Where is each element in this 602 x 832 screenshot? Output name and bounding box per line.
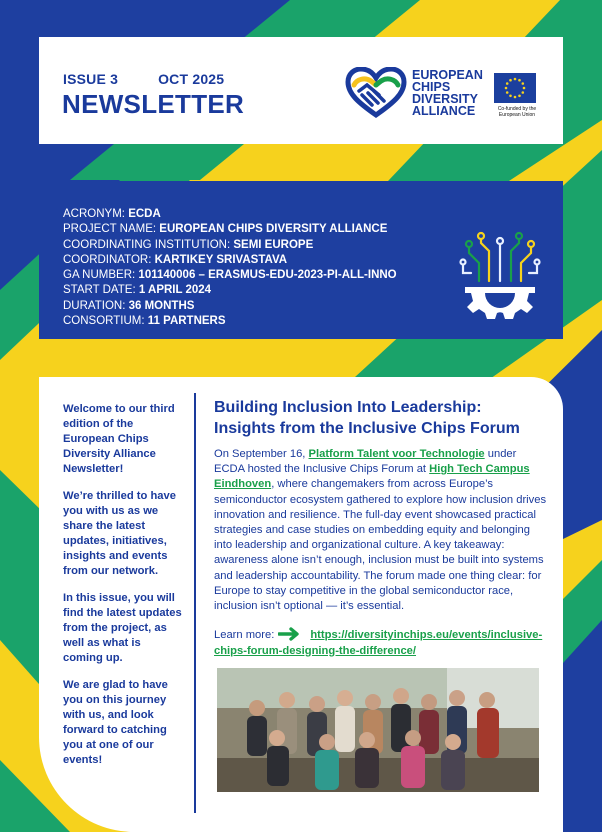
issue-number: ISSUE 3 bbox=[63, 71, 119, 87]
article-body: On September 16, Platform Talent voor Technologie under ECDA hosted the Inclusive Chips Forum at High Tech Campus Eindhoven, where changemakers from across Europe’s semiconductor ecosystem gathered to explore how inclusion drives innovation and resilience. The full-day event showcased practical strategies and case studies on embedding equity and belonging into leadership and organizational culture. A key takeaway: awareness alone isn’t enough, inclusion must be built into systems and leadership accountability. The forum made one thing clear: for Europe to stay competitive in the global semiconductor race, inclusion isn’t optional — it’s essential. bbox=[214, 448, 547, 613]
info-row-duration: DURATION: 36 MONTHS bbox=[63, 299, 195, 312]
alliance-name-line: EUROPEAN bbox=[412, 68, 483, 82]
column-divider bbox=[194, 393, 196, 813]
article-title: Building Inclusion Into Leadership: Insights from the Inclusive Chips Forum bbox=[214, 399, 520, 437]
alliance-name-line: CHIPS bbox=[412, 80, 451, 94]
info-row-institution: COORDINATING INSTITUTION: SEMI EUROPE bbox=[63, 238, 314, 251]
content-card bbox=[39, 377, 563, 832]
arrow-right-icon bbox=[278, 627, 304, 641]
alliance-name-line: DIVERSITY bbox=[412, 92, 478, 106]
info-row-start-date: START DATE: 1 APRIL 2024 bbox=[63, 284, 212, 297]
learn-more-label: Learn more: bbox=[214, 629, 275, 641]
alliance-name-line: ALLIANCE bbox=[412, 104, 476, 118]
issue-line bbox=[63, 71, 224, 87]
info-row-project-name: PROJECT NAME: EUROPEAN CHIPS DIVERSITY ALLIANCE bbox=[63, 223, 388, 236]
eu-cofunded-caption: Co-funded by the European Union bbox=[497, 106, 537, 118]
project-info-panel bbox=[39, 181, 563, 339]
header-card bbox=[39, 37, 563, 144]
event-group-photo bbox=[217, 668, 539, 792]
info-row-consortium: CONSORTIUM: 11 PARTNERS bbox=[63, 315, 226, 328]
platform-talent-link[interactable]: Platform Talent voor Technologie bbox=[308, 448, 485, 460]
welcome-paragraph: In this issue, you will find the latest updates from the project, as well as what is coming up. bbox=[63, 592, 182, 664]
info-row-acronym: ACRONYM: ECDA bbox=[63, 208, 161, 220]
learn-more-link[interactable]: https://diversityinchips.eu/events/inclusive-chips-forum-designing-the-difference/ bbox=[214, 629, 543, 657]
info-row-ga-number: GA NUMBER: 101140006 – ERASMUS-EDU-2023-PI-ALL-INNO bbox=[63, 269, 397, 282]
issue-date: OCT 2025 bbox=[158, 71, 225, 87]
welcome-sidebar bbox=[63, 402, 183, 780]
welcome-paragraph: We’re thrilled to have you with us as we share the latest updates, initiatives, insights and events from our network. bbox=[63, 490, 176, 577]
newsletter-title: NEWSLETTER bbox=[62, 89, 245, 119]
project-info-list bbox=[63, 207, 397, 329]
learn-more bbox=[214, 627, 554, 659]
welcome-paragraph: Welcome to our third edition of the European Chips Diversity Alliance Newsletter! bbox=[63, 403, 175, 475]
welcome-paragraph: We are glad to have you on this journey with us, and look forward to catching you at one of our events! bbox=[63, 679, 168, 766]
eu-flag-icon bbox=[494, 73, 536, 103]
info-row-coordinator: COORDINATOR: KARTIKEY SRIVASTAVA bbox=[63, 253, 288, 266]
high-tech-campus-link[interactable]: High Tech Campus Eindhoven bbox=[214, 463, 530, 491]
heart-handshake-icon bbox=[345, 67, 407, 119]
alliance-name bbox=[412, 69, 483, 117]
group-photo-illustration bbox=[217, 668, 539, 792]
chip-gear-icon bbox=[459, 231, 541, 321]
